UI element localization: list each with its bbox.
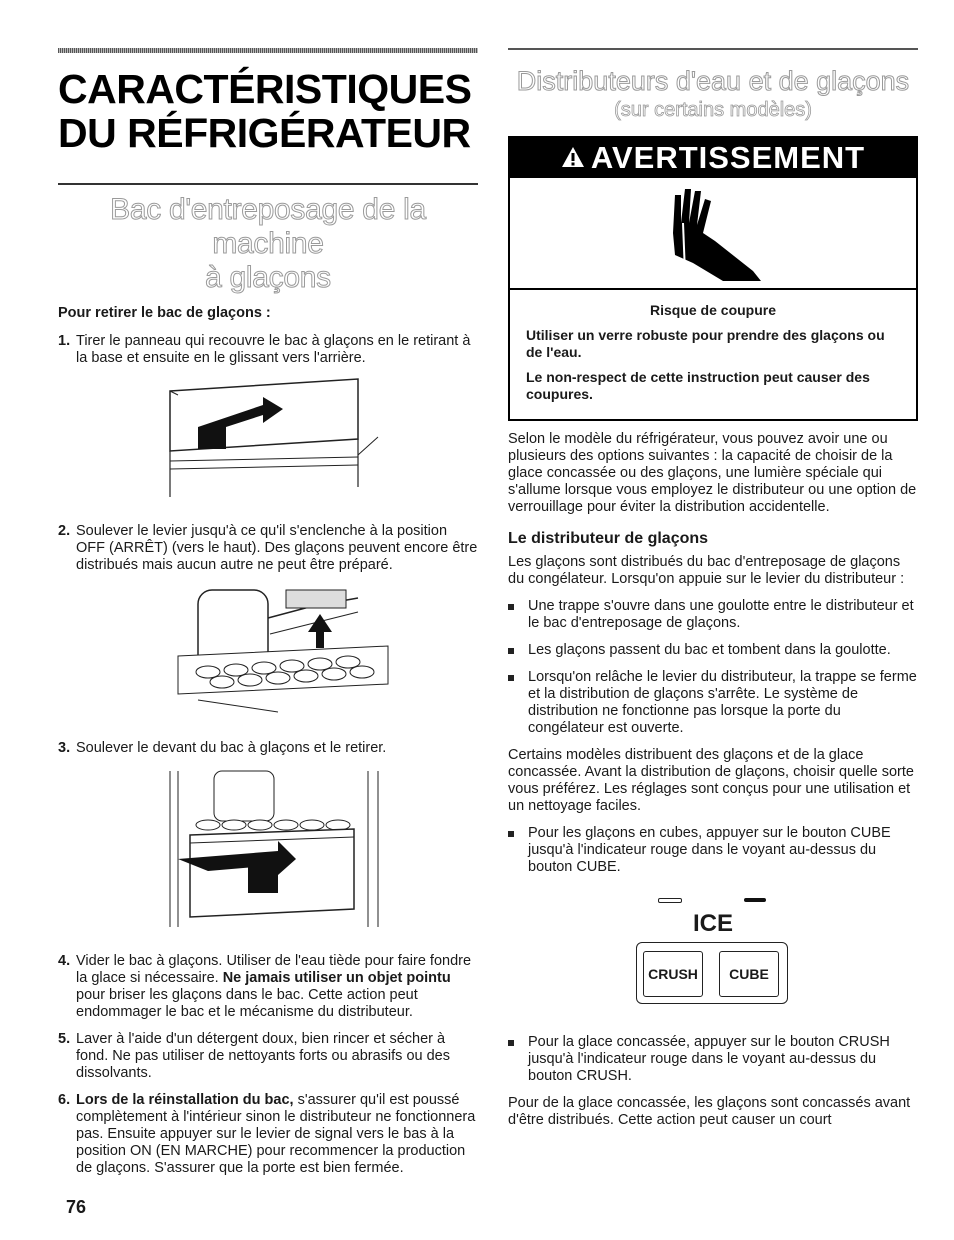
page-number: 76 <box>66 1197 87 1217</box>
step-2: 2. Soulever le levier jusqu'à ce qu'il s'enclenche à la position OFF (ARRÊT) (vers le haut). Des glaçons peuvent encore être distribués mais aucun autre ne peut être préparé. <box>58 523 478 573</box>
list-item: Les glaçons passent du bac et tombent dans la goulotte. <box>508 642 918 659</box>
title-line-2: DU RÉFRIGÉRATEUR <box>58 110 471 156</box>
section-heading: Bac d'entreposage de la machine à glaçons <box>110 193 426 294</box>
cube-button[interactable]: CUBE <box>719 951 779 997</box>
right-column <box>508 48 918 1129</box>
section-rule <box>58 183 478 185</box>
step-1: 1. Tirer le panneau qui recouvre le bac à glaçons en le retirant à la base et ensuite en le glissant vers l'arrière. <box>58 333 471 366</box>
procedure-subhead: Pour retirer le bac de glaçons : <box>58 305 271 321</box>
dispenser-subheading: (sur certains modèles) <box>614 99 812 121</box>
illustration-lift-bin <box>58 767 478 937</box>
step-5: 5. Laver à l'aide d'un détergent doux, bien rincer et sécher à fond. Ne pas utiliser de nettoyants forts ou abrasifs ou des dissolvants. <box>58 1031 450 1081</box>
page-title <box>58 67 478 155</box>
list-item: Lorsqu'on relâche le levier du distributeur, la trappe se ferme et la distribution de glaçons s'arrête. Le système de distribution ne fonctionne pas lorsque la porte du congélateur est ouverte. <box>508 669 918 737</box>
cube-indicator-light <box>744 898 766 902</box>
warning-line-1: Utiliser un verre robuste pour prendre des glaçons ou de l'eau. <box>526 327 885 360</box>
step-6: 6. Lors de la réinstallation du bac, s'assurer qu'il est poussé complètement à l'intérieur sinon le distributeur ne fonctionnera pas. Ensuite appuyer sur le levier de signal vers le bas à la position ON (EN MARCHE) pour recommencer la production de glaçons. S'assurer que la porte est bien fermée. <box>58 1092 476 1176</box>
button-frame <box>636 942 788 1004</box>
warning-banner: AVERTISSEMENT <box>510 138 916 178</box>
ice-dispenser-paragraph: Les glaçons sont distribués du bac d'entreposage de glaçons du congélateur. Lorsqu'on appuie sur le levier du distributeur : <box>508 554 905 587</box>
ice-dispenser-heading: Le distributeur de glaçons <box>508 530 709 547</box>
crush-indicator-light <box>658 898 682 903</box>
intro-paragraph: Selon le modèle du réfrigérateur, vous pouvez avoir une ou plusieurs des options suivantes : la capacité de choisir de la glace concassée ou des glaçons, une lumière spéciale qui s'allume lorsque vous employez le distributeur ou une option de verrouillage pour éviter la distribution accidentelle. <box>508 431 917 515</box>
right-top-rule <box>508 48 918 50</box>
warning-risk: Risque de coupure <box>649 302 777 318</box>
options-paragraph: Certains modèles distribuent des glaçons et de la glace concassée. Avant la distribution de glaçons, choisir quelle sorte vous préférez. Les réglages sont conçus pour une utilisation et un nettoyage faciles. <box>508 747 914 814</box>
list-item-cube: Pour les glaçons en cubes, appuyer sur le bouton CUBE jusqu'à l'indicateur rouge dans le voyant au-dessus du bouton CUBE. <box>508 825 918 876</box>
crushed-ice-paragraph: Pour de la glace concassée, les glaçons sont concassés avant d'être distribués. Cette action peut causer un court <box>508 1095 911 1128</box>
illustration-lever-up <box>58 584 478 724</box>
ice-label: ICE <box>692 910 733 937</box>
warning-triangle-icon <box>561 140 585 176</box>
left-column <box>58 48 478 1187</box>
crush-button[interactable]: CRUSH <box>643 951 703 997</box>
illustration-remove-panel <box>58 377 478 507</box>
step-3: 3. Soulever le devant du bac à glaçons et le retirer. <box>58 740 387 756</box>
hand-cut-hazard-icon <box>653 183 773 283</box>
step-4: 4. Vider le bac à glaçons. Utiliser de l'eau tiède pour faire fondre la glace si nécessaire. Ne jamais utiliser un objet pointu pour briser les glaçons dans le bac. Cette action peut endommager le bac et le mécanisme du distributeur. <box>58 953 472 1020</box>
ice-control-panel <box>508 884 918 1024</box>
list-item: Une trappe s'ouvre dans une goulotte entre le distributeur et le bac d'entreposage de glaçons. <box>508 598 918 632</box>
title-line-1: CARACTÉRISTIQUES <box>58 66 472 112</box>
list-item-crush: Pour la glace concassée, appuyer sur le bouton CRUSH jusqu'à l'indicateur rouge dans le voyant au-dessus du bouton CRUSH. <box>508 1034 918 1085</box>
warning-line-2: Le non-respect de cette instruction peut causer des coupures. <box>526 369 870 402</box>
dispenser-heading: Distributeurs d'eau et de glaçons <box>516 66 910 96</box>
top-rule <box>58 48 478 53</box>
warning-box <box>508 136 918 421</box>
